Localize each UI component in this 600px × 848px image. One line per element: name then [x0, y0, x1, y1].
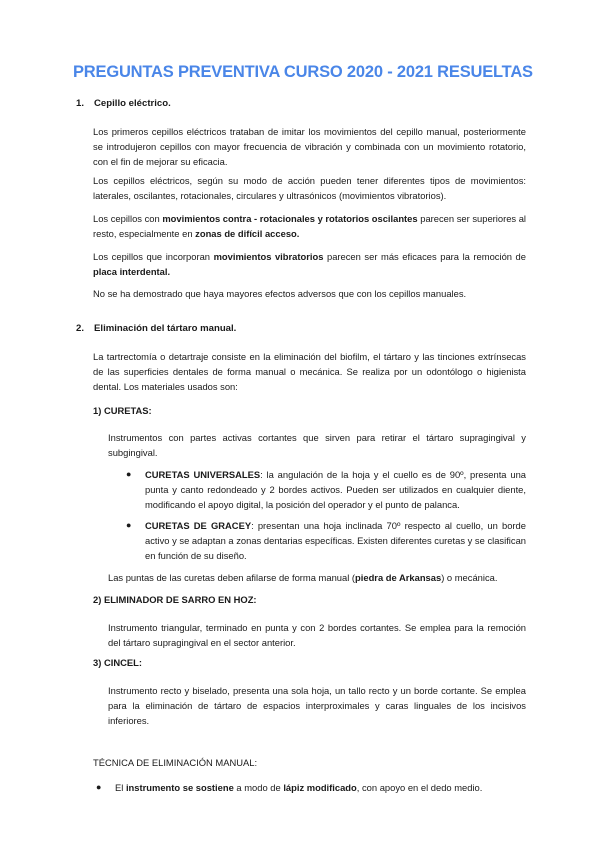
subheading-cincel: 3) CINCEL:: [93, 657, 142, 668]
page-title: PREGUNTAS PREVENTIVA CURSO 2020 - 2021 RESUELTAS: [73, 63, 533, 81]
bullet-item: El instrumento se sostiene a modo de lápiz modificado, con apoyo en el dedo medio.: [115, 782, 483, 793]
paragraph: La tartrectomía o detartraje consiste en la eliminación del biofilm, el tártaro y las tinciones extrínsecas de las superficies dentales de forma manual o mecánica. Se realiza por un odontólogo o higienista dental. Los materiales usados son:: [93, 351, 526, 393]
paragraph: Los cepillos con movimientos contra - rotacionales y rotatorios oscilantes parecen ser superiores al resto, especialmente en zonas de difícil acceso.: [93, 213, 527, 240]
paragraph: Instrumento recto y biselado, presenta una sola hoja, un tallo recto y un borde cortante. Se emplea para la eliminación de tártaro de espacios interproximales y caras linguales de los incisivos inferiores.: [108, 685, 526, 727]
section-2-heading: [76, 323, 236, 334]
paragraph: Los cepillos eléctricos, según su modo de acción pueden tener diferentes tipos de movimientos: laterales, oscilantes, rotacionales, circulares y ultrasónicos (movimientos vibratorios).: [93, 175, 526, 202]
tecnica-heading: TÉCNICA DE ELIMINACIÓN MANUAL:: [93, 757, 258, 768]
bullet-icon: ●: [96, 782, 102, 792]
bullet-icon: ●: [126, 469, 132, 479]
section-number: 1.: [76, 98, 85, 109]
section-title: Eliminación del tártaro manual.: [94, 323, 237, 334]
paragraph: Los primeros cepillos eléctricos trataban de imitar los movimientos del cepillo manual, posteriormente se introdujeron cepillos con mayor frecuencia de vibración y combinada con un movimiento rotatorio, con el fin de mejorar su eficacia.: [93, 126, 526, 168]
paragraph: Instrumento triangular, terminado en punta y con 2 bordes cortantes. Se emplea para la remoción del tártaro supragingival en el sector anterior.: [108, 622, 526, 649]
section-title: Cepillo eléctrico.: [94, 98, 171, 109]
paragraph: Instrumentos con partes activas cortantes que sirven para retirar el tártaro supragingival y subgingival.: [108, 432, 526, 459]
paragraph: Las puntas de las curetas deben afilarse de forma manual (piedra de Arkansas) o mecánica.: [108, 572, 498, 583]
subheading-curetas: 1) CURETAS:: [93, 405, 152, 416]
section-number: 2.: [76, 323, 85, 334]
subheading-hoz: 2) ELIMINADOR DE SARRO EN HOZ:: [93, 594, 257, 605]
paragraph: No se ha demostrado que haya mayores efectos adversos que con los cepillos manuales.: [93, 288, 467, 299]
paragraph: Los cepillos que incorporan movimientos vibratorios parecen ser más eficaces para la remoción de placa interdental.: [93, 251, 526, 278]
bullet-item: CURETAS DE GRACEY: presentan una hoja inclinada 70º respecto al cuello, un borde activo y se adaptan a zonas dentarias específicas. Existen diferentes curetas y se clasifican en función de su diseño.: [145, 520, 526, 562]
bullet-item: CURETAS UNIVERSALES: la angulación de la hoja y el cuello es de 90º, presenta una punta y canto redondeado y 2 bordes activos. Pueden ser utilizados en cualquier diente, modificando el apoyo digital, la posición del operador y el punto de palanca.: [145, 469, 526, 511]
section-1-heading: [76, 98, 171, 109]
bullet-icon: ●: [126, 520, 132, 530]
